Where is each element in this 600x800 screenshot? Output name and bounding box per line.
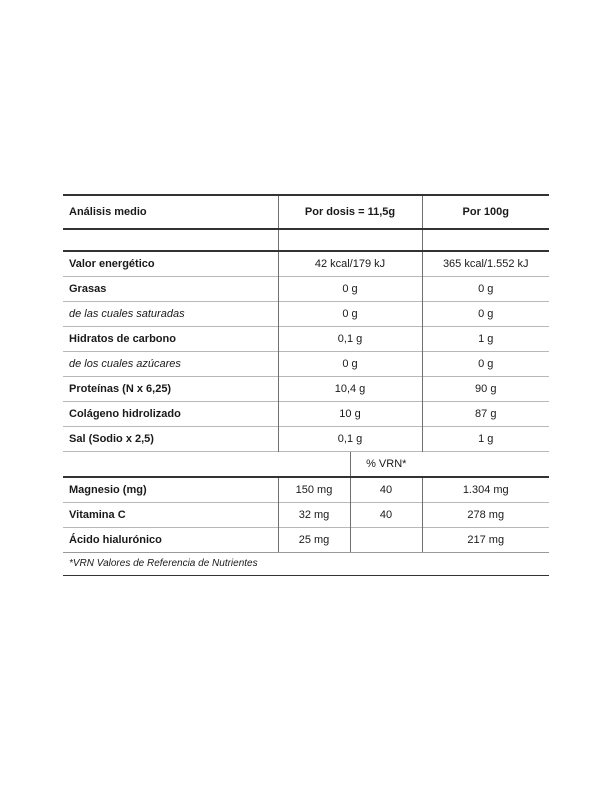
- vrn-header: % VRN*: [350, 452, 422, 478]
- header-analysis: Análisis medio: [63, 195, 278, 229]
- row-per-dose: 10 g: [278, 402, 422, 427]
- row-vrn: 40: [350, 477, 422, 503]
- table-row: [63, 251, 549, 277]
- row-per-100g: 365 kcal/1.552 kJ: [422, 251, 549, 277]
- row-per-100g: 278 mg: [422, 503, 549, 528]
- row-label: de los cuales azúcares: [63, 352, 278, 377]
- row-per-100g: 87 g: [422, 402, 549, 427]
- row-label: Hidratos de carbono: [63, 327, 278, 352]
- row-label: Ácido hialurónico: [63, 528, 278, 553]
- nutrition-table: [63, 194, 549, 552]
- header-per-100g: Por 100g: [422, 195, 549, 229]
- row-per-100g: 1 g: [422, 427, 549, 452]
- row-per-100g: 0 g: [422, 352, 549, 377]
- row-per-dose: 150 mg: [278, 477, 350, 503]
- row-per-100g: 217 mg: [422, 528, 549, 553]
- table-row: [63, 402, 549, 427]
- table-row: [63, 528, 549, 553]
- table-header-row: [63, 195, 549, 229]
- row-label: Sal (Sodio x 2,5): [63, 427, 278, 452]
- row-vrn: [350, 528, 422, 553]
- row-label: Magnesio (mg): [63, 477, 278, 503]
- row-per-100g: 1.304 mg: [422, 477, 549, 503]
- row-per-100g: 90 g: [422, 377, 549, 402]
- table-row: [63, 477, 549, 503]
- row-per-dose: 0,1 g: [278, 327, 422, 352]
- row-per-dose: 0 g: [278, 302, 422, 327]
- row-label: Valor energético: [63, 251, 278, 277]
- row-label: Colágeno hidrolizado: [63, 402, 278, 427]
- row-per-dose: 32 mg: [278, 503, 350, 528]
- vrn-header-row: [63, 452, 549, 478]
- table-row: [63, 302, 549, 327]
- row-per-dose: 0 g: [278, 352, 422, 377]
- table-row: [63, 327, 549, 352]
- header-per-dose: Por dosis = 11,5g: [278, 195, 422, 229]
- table-row: [63, 277, 549, 302]
- nutrition-table-container: [63, 194, 549, 576]
- row-label: Vitamina C: [63, 503, 278, 528]
- footnote: *VRN Valores de Referencia de Nutrientes: [63, 552, 549, 576]
- row-per-dose: 42 kcal/179 kJ: [278, 251, 422, 277]
- row-per-100g: 0 g: [422, 277, 549, 302]
- row-per-dose: 10,4 g: [278, 377, 422, 402]
- row-label: Proteínas (N x 6,25): [63, 377, 278, 402]
- row-vrn: 40: [350, 503, 422, 528]
- row-label: Grasas: [63, 277, 278, 302]
- row-per-dose: 0,1 g: [278, 427, 422, 452]
- row-per-dose: 0 g: [278, 277, 422, 302]
- table-row: [63, 377, 549, 402]
- table-row: [63, 352, 549, 377]
- table-row: [63, 503, 549, 528]
- row-per-100g: 0 g: [422, 302, 549, 327]
- table-row: [63, 427, 549, 452]
- row-per-dose: 25 mg: [278, 528, 350, 553]
- row-label: de las cuales saturadas: [63, 302, 278, 327]
- spacer-row: [63, 229, 549, 251]
- row-per-100g: 1 g: [422, 327, 549, 352]
